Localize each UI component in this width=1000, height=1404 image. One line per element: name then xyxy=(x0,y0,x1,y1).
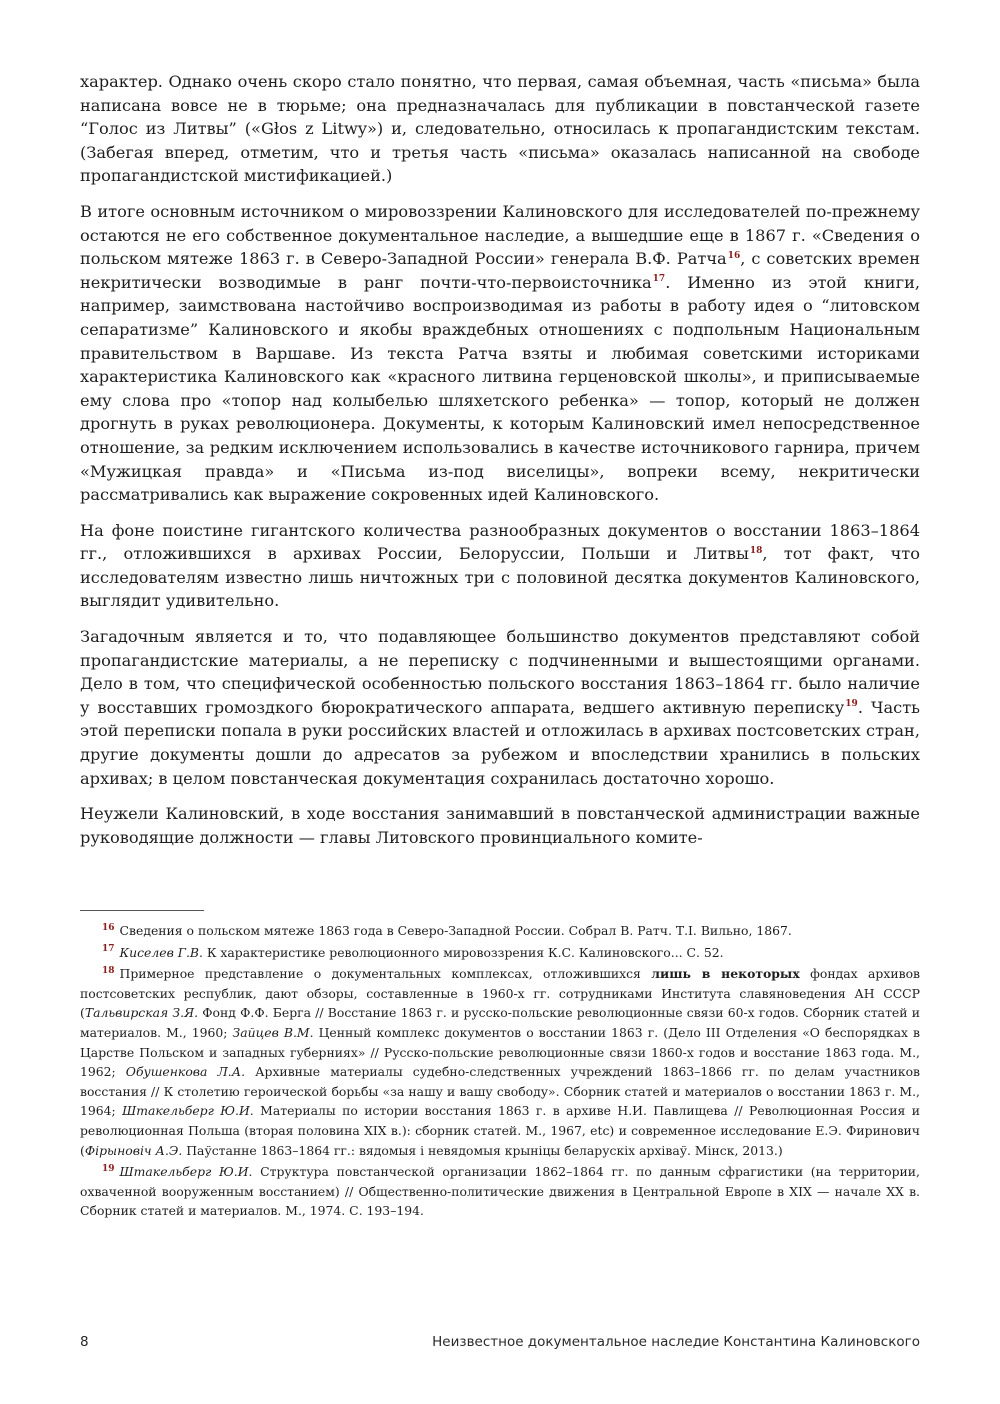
footnote-divider xyxy=(80,910,204,911)
footnote-number: 17 xyxy=(102,944,115,955)
footnote-text: Ценный комплекс документов о восстании 1863 г. (Дело III Отделения «О беспорядках в Царстве Польском и западных губерниях» // Русско-польские революционные связи 1860-х годов и восстание 1863 года. М., 1962; xyxy=(80,1024,920,1080)
footnote-number: 19 xyxy=(102,1164,115,1174)
footnote-ref-18[interactable]: 18 xyxy=(749,545,763,556)
main-text xyxy=(80,70,920,861)
footnote-text: Сведения о польском мятеже 1863 года в Северо-Западной России. Собрал В. Ратч. Т.I. Вильно, 1867. xyxy=(119,923,792,938)
footnote-ref-19[interactable]: 19 xyxy=(845,699,858,710)
paragraph-4-text-a: Загадочным является и то, что подавляющее большинство документов представляют собой пропагандистские материалы, а не переписку с подчиненными и вышестоящими органами. Дело в том, что специфической особенностью польского восстания 1863–1864 гг. было наличие у восставших громоздкого бюрократического аппарата, ведшего активную переписку xyxy=(80,627,920,717)
footnote-17 xyxy=(80,943,920,963)
footnote-ref-16[interactable]: 16 xyxy=(727,250,741,261)
footnote-19 xyxy=(80,1162,920,1221)
paragraph-3 xyxy=(80,519,920,613)
footnotes xyxy=(80,921,920,1223)
paragraph-4-text-b: . Часть этой переписки попала в руки российских властей и отложилась в архивах постсоветских стран, другие документы дошли до адресатов за рубежом и впоследствии хранились в польских архивах; в целом повстанческая документация сохранилась достаточно хорошо. xyxy=(80,697,920,788)
footnote-number: 18 xyxy=(102,966,115,977)
footnote-author: Киселев Г.В. xyxy=(119,944,203,960)
footnote-author: Зайцев В.М. xyxy=(232,1024,314,1040)
footnote-16 xyxy=(80,921,920,941)
footnote-author: Фірыновіч А.Э. xyxy=(84,1142,183,1158)
page-footer xyxy=(80,1334,920,1358)
footnote-text: Материалы по истории восстания 1863 г. в архиве Н.И. Павлищева // Революционная Россия и революционная Польша (вторая половина XIX в.): сборник статей. М., 1967, etc) и современное исследование Е.Э. Фиринович ( xyxy=(80,1103,920,1158)
paragraph-2 xyxy=(80,200,920,507)
footnote-text: Структура повстанческой организации 1862–1864 гг. по данным сфрагистики (на территории, охваченной вооруженным восстанием) // Общественно-политические движения в Центральной Европе в XIX — начале XX в. Сборник статей и материалов. М., 1974. С. 193–194. xyxy=(80,1164,920,1219)
footnote-author: Тальвирская З.Я. xyxy=(84,1005,199,1021)
footnote-ref-17[interactable]: 17 xyxy=(652,274,666,285)
paragraph-5 xyxy=(80,802,920,849)
footnote-author: Штакельберг Ю.И. xyxy=(122,1103,254,1119)
paragraph-3-text-b: , тот факт, что исследователям известно лишь ничтожных три с половиной десятка документов Калиновского, выглядит удивительно. xyxy=(80,544,921,611)
footnote-text: Паўстанне 1863–1864 гг.: вядомыя і невядомыя крыніцы беларускіх архіваў. Мінск, 2013.) xyxy=(182,1142,783,1158)
footnote-emphasis: лишь в некоторых xyxy=(651,966,800,982)
paragraph-3-text-a: На фоне поистине гигантского количества разнообразных документов о восстании 1863–1864 гг., отложившихся в архивах России, Белоруссии, Польши и Литвы xyxy=(80,520,920,564)
paragraph-1-text: характер. Однако очень скоро стало понятно, что первая, самая объемная, часть «письма» была написана вовсе не в тюрьме; она предназначалась для публикации в повстанческой газете “Голос из Литвы” («Głos z Litwy») и, следовательно, относилась к пропагандистским текстам. (Забегая вперед, отметим, что и третья часть «письма» оказалась написанной на свободе пропагандистской мистификацией.) xyxy=(80,72,920,186)
running-title: Неизвестное документальное наследие Константина Калиновского xyxy=(432,1334,920,1350)
footnote-text: Примерное представление о документальных комплексах, отложившихся xyxy=(119,966,652,982)
footnote-author: Штакельберг Ю.И. xyxy=(119,1164,253,1180)
footnote-18 xyxy=(80,964,920,1160)
footnote-text: Фонд Ф.Ф. Берга // Восстание 1863 г. и русско-польские революционные связи 60-х годов. Сборник статей и материалов. М., 1960; xyxy=(80,1005,920,1040)
paragraph-2-text-a: В итоге основным источником о мировоззрении Калиновского для исследователей по-прежнему остаются не его собственное документальное наследие, а вышедшие еще в 1867 г. «Сведения о польском мятеже 1863 г. в Северо-Западной России» генерала В.Ф. Ратча xyxy=(80,201,920,269)
page-number: 8 xyxy=(80,1334,89,1350)
footnote-text: К характеристике революционного мировоззрения К.С. Калиновского... С. 52. xyxy=(202,944,724,960)
paragraph-5-text: Неужели Калиновский, в ходе восстания занимавший в повстанческой администрации важные руководящие должности — главы Литовского провинциального комите- xyxy=(80,804,920,847)
paragraph-2-text-b: , с советских времен некритически возводимые в ранг почти-что-первоисточника xyxy=(80,249,920,292)
footnote-text: Архивные материалы судебно-следственных учреждений 1863–1866 гг. по делам участников восстания // К столетию героической борьбы «за нашу и вашу свободу». Сборник статей и материалов о восстании 1863 г. М., 1964; xyxy=(80,1064,921,1119)
paragraph-2-text-c: . Именно из этой книги, например, заимствована настойчиво воспроизводимая из работы в работу идея о “литовском сепаратизме” Калиновского и якобы враждебных отношениях с подпольным Национальным правительством в Варшаве. Из текста Ратча взяты и любимая советскими историками характеристика Калиновского как «красного литвина герценовской школы», и приписываемые ему слова про «топор над колыбелью шляхетского ребенка» — топор, который не должен дрогнуть в руках революционера. Документы, к которым Калиновский имел непосредственное отношение, за редким исключением использовались в качестве источникового гарнира, причем «Мужицкая правда» и «Письма из-под виселицы», вопреки всему, некритически рассматривались как выражение сокровенных идей Калиновского. xyxy=(80,272,920,505)
footnote-text: фондах архивов постсоветских республик, дают обзоры, составленные в 1960-х гг. сотрудниками Института славяноведения АН СССР ( xyxy=(80,966,921,1021)
footnote-number: 16 xyxy=(102,922,115,933)
footnote-author: Обушенкова Л.А. xyxy=(125,1064,246,1080)
paragraph-1 xyxy=(80,70,920,188)
paragraph-4 xyxy=(80,625,920,790)
